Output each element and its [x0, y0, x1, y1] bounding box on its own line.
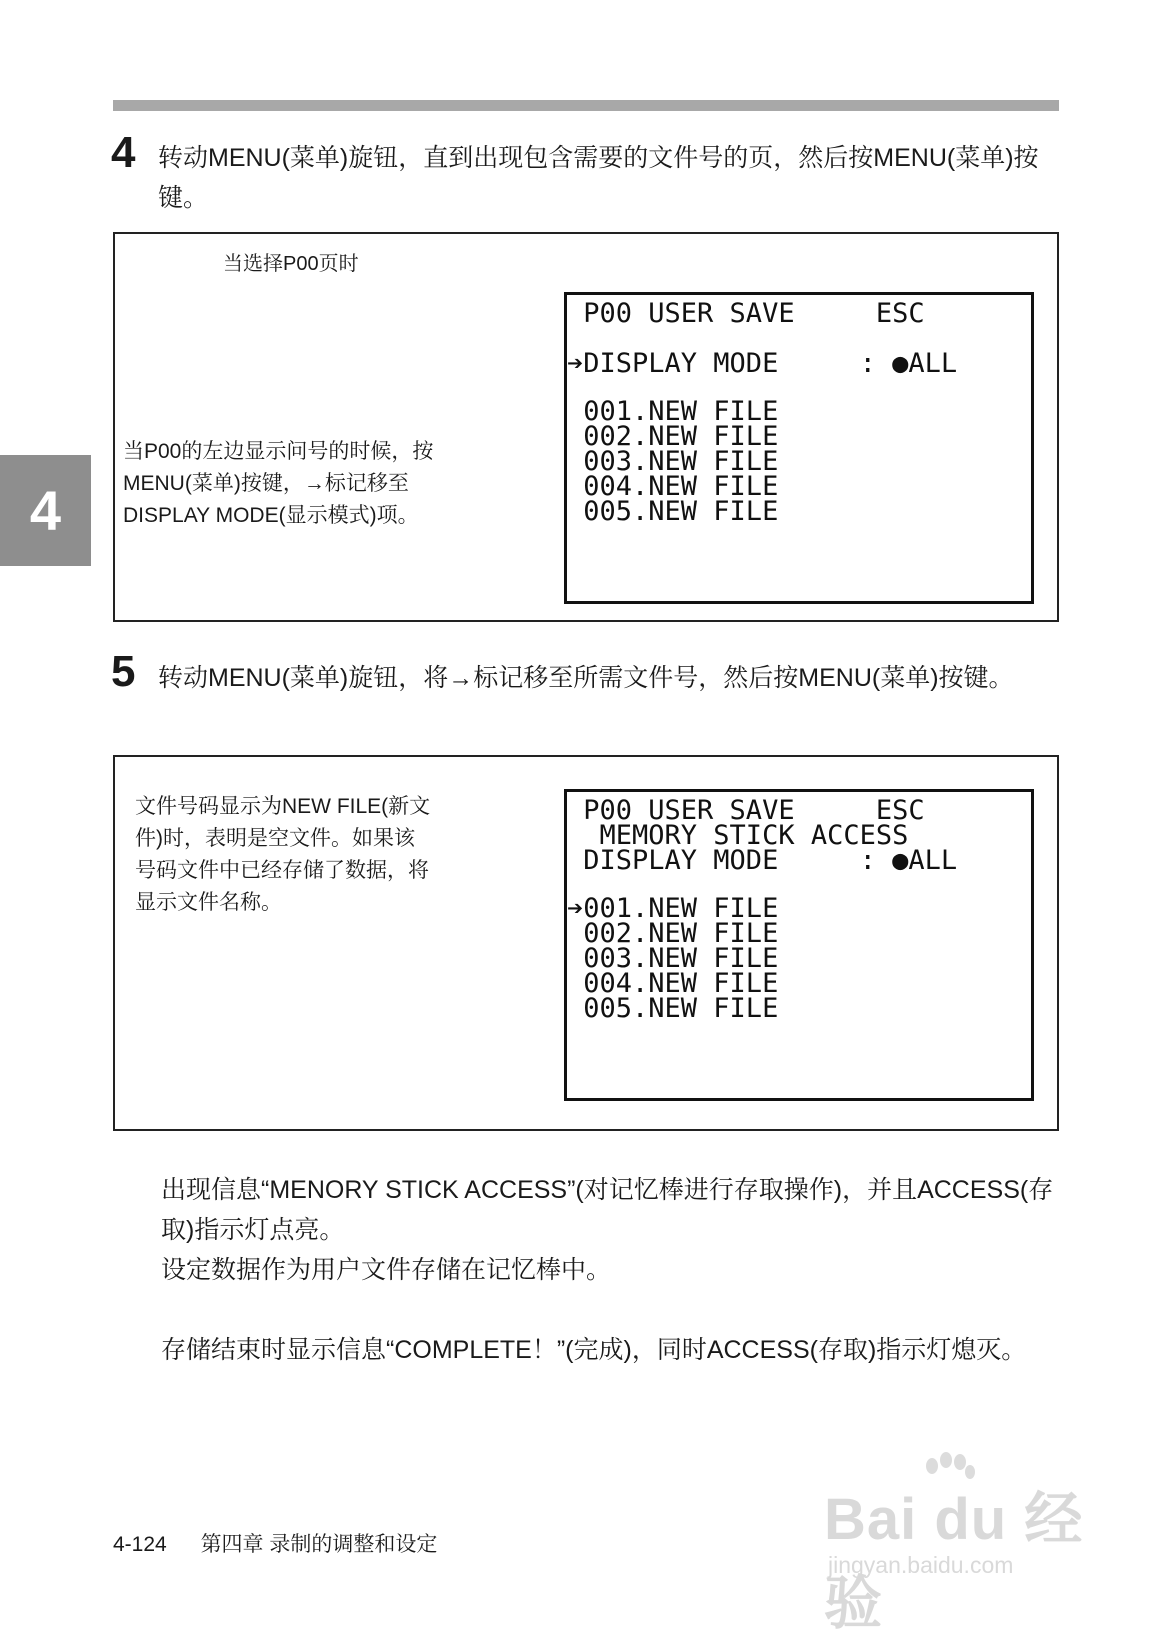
screen-2-line-7: 003.NEW FILE — [567, 943, 779, 974]
step-5-number: 5 — [111, 647, 136, 696]
screen-2-line-3: DISPLAY MODE : ●ALL — [567, 845, 958, 876]
body-paragraph-2: 设定数据作为用户文件存储在记忆棒中。 — [161, 1256, 612, 1284]
page-footer — [113, 1528, 465, 1558]
panel-step-5 — [113, 755, 1059, 1131]
lcd-screen-2 — [564, 789, 1034, 1101]
page-number: 4-124 — [113, 1533, 167, 1556]
top-rule — [113, 100, 1059, 111]
panel-1-note: 当P00的左边显示问号的时候，按MENU(菜单)按键，→标记移至DISPLAY MODE(显示模式)项。 — [123, 440, 434, 527]
panel-step-4 — [113, 232, 1059, 622]
panel-1-caption: 当选择P00页时 — [223, 253, 359, 275]
screen-1-line-9: 005.NEW FILE — [567, 496, 779, 527]
chapter-title: 第四章 录制的调整和设定 — [200, 1533, 438, 1556]
screen-1-line-6: 002.NEW FILE — [567, 421, 779, 452]
lcd-screen-1 — [564, 292, 1034, 604]
screen-1-line-3: ➔DISPLAY MODE : ●ALL — [567, 348, 958, 379]
chapter-tab: 4 — [0, 455, 91, 566]
body-paragraph-3: 存储结束时显示信息“COMPLETE！”(完成)，同时ACCESS(存取)指示灯熄灭。 — [161, 1336, 1027, 1364]
step-4-text: 转动MENU(菜单)旋钮，直到出现包含需要的文件号的页，然后按MENU(菜单)按键。 — [158, 144, 1039, 212]
screen-2-line-9: 005.NEW FILE — [567, 993, 779, 1024]
screen-2-line-2: MEMORY STICK ACCESS — [567, 820, 909, 851]
screen-2-line-5: ➔001.NEW FILE — [567, 893, 779, 924]
baidu-watermark — [824, 1452, 1124, 1636]
screen-1-line-7: 003.NEW FILE — [567, 446, 779, 477]
screen-1-line-1: P00 USER SAVE ESC — [567, 298, 925, 329]
body-paragraph-1: 出现信息“MENORY STICK ACCESS”(对记忆棒进行存取操作)，并且ACCESS(存取)指示灯点亮。 — [161, 1176, 1054, 1244]
screen-2-line-8: 004.NEW FILE — [567, 968, 779, 999]
watermark-logo: Bai du 经验 — [824, 1487, 1084, 1636]
screen-1-line-8: 004.NEW FILE — [567, 471, 779, 502]
step-5-text: 转动MENU(菜单)旋钮，将→标记移至所需文件号，然后按MENU(菜单)按键。 — [158, 664, 1014, 692]
screen-2-line-6: 002.NEW FILE — [567, 918, 779, 949]
panel-2-note: 文件号码显示为NEW FILE(新文件)时，表明是空文件。如果该号码文件中已经存储了数据，将显示文件名称。 — [135, 795, 431, 914]
watermark-url: jingyan.baidu.com — [828, 1552, 1014, 1578]
screen-2-line-1: P00 USER SAVE ESC — [567, 795, 925, 826]
screen-1-line-5: 001.NEW FILE — [567, 396, 779, 427]
step-4-number: 4 — [111, 128, 136, 177]
